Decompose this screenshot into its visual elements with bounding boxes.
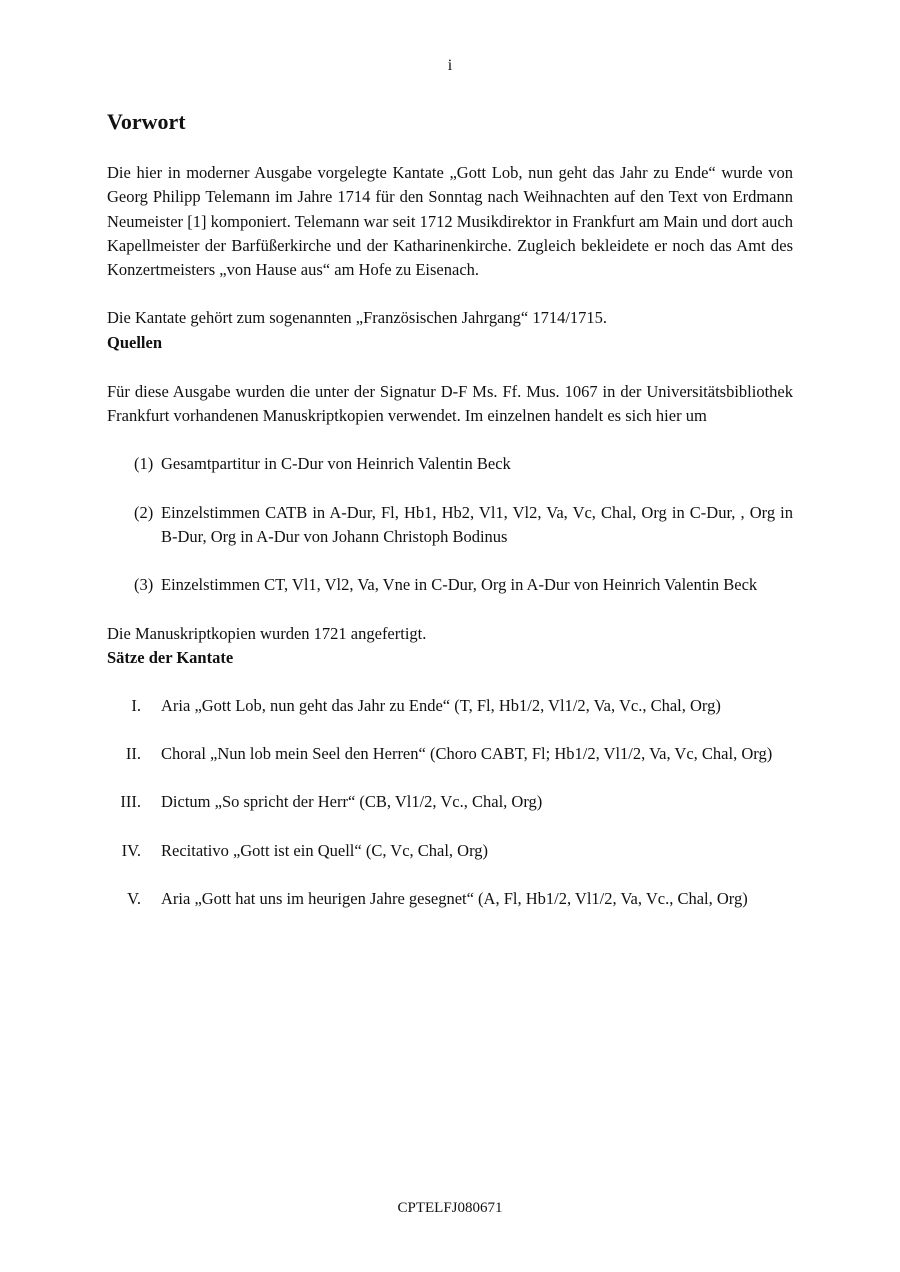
sources-heading: Quellen <box>107 332 163 352</box>
movement-item <box>107 790 793 814</box>
movement-text: Aria „Gott hat uns im heurigen Jahre gesegnet“ (A, Fl, Hb1/2, Vl1/2, Va, Vc., Chal, Org) <box>161 889 748 909</box>
movement-item <box>107 742 793 766</box>
source-item-number: (2) <box>134 502 154 522</box>
movement-item <box>107 694 793 718</box>
movement-number: II. <box>125 744 141 764</box>
movements-heading: Sätze der Kantate <box>107 647 234 667</box>
page-title: Vorwort <box>107 109 186 134</box>
movement-item <box>107 839 793 863</box>
movement-item <box>107 887 793 911</box>
page-number: i <box>447 57 453 74</box>
source-item <box>107 573 793 597</box>
source-item <box>107 452 793 476</box>
movement-number: I. <box>131 695 141 715</box>
document-body <box>107 108 793 911</box>
sources-list <box>107 452 793 597</box>
footer-catalog-code: CPTELFJ080671 <box>397 1200 503 1216</box>
source-item-text: Einzelstimmen CT, Vl1, Vl2, Va, Vne in C-Dur, Org in A-Dur von Heinrich Valentin Beck <box>161 575 758 595</box>
source-item <box>107 501 793 550</box>
jahrgang-paragraph: Die Kantate gehört zum sogenannten „Französischen Jahrgang“ 1714/1715. <box>107 308 608 328</box>
source-item-text: Gesamtpartitur in C-Dur von Heinrich Valentin Beck <box>161 454 511 474</box>
movement-number: III. <box>120 792 141 812</box>
movement-number: V. <box>127 889 141 909</box>
copies-date-paragraph: Die Manuskriptkopien wurden 1721 angefertigt. <box>107 623 427 643</box>
intro-paragraph: Die hier in moderner Ausgabe vorgelegte Kantate „Gott Lob, nun geht das Jahr zu Ende“ wurde von Georg Philipp Telemann im Jahre 1714 für den Sonntag nach Weihnachten auf den Text von Erdmann Neumeister [1] komponiert. Telemann war seit 1712 Musikdirektor in Frankfurt am Main und dort auch Kapellmeister der Barfüßerkirche und der Katharinenkirche. Zugleich bekleidete er noch das Amt des Konzertmeisters „von Hause aus“ am Hofe zu Eisenach. <box>107 163 793 280</box>
movements-list <box>107 694 793 911</box>
source-item-text: Einzelstimmen CATB in A-Dur, Fl, Hb1, Hb2, Vl1, Vl2, Va, Vc, Chal, Org in C-Dur, , Org in B-Dur, Org in A-Dur von Johann Christoph Bodinus <box>161 502 793 546</box>
movement-text: Recitativo „Gott ist ein Quell“ (C, Vc, Chal, Org) <box>161 840 489 860</box>
source-item-number: (3) <box>134 575 154 595</box>
movement-text: Choral „Nun lob mein Seel den Herren“ (Choro CABT, Fl; Hb1/2, Vl1/2, Va, Vc, Chal, Org) <box>161 744 773 764</box>
source-item-number: (1) <box>134 454 154 474</box>
sources-paragraph: Für diese Ausgabe wurden die unter der Signatur D-F Ms. Ff. Mus. 1067 in der Universitätsbibliothek Frankfurt vorhandenen Manuskriptkopien verwendet. Im einzelnen handelt es sich hier um <box>107 381 793 426</box>
movement-text: Dictum „So spricht der Herr“ (CB, Vl1/2, Vc., Chal, Org) <box>161 792 543 812</box>
movement-number: IV. <box>121 840 141 860</box>
movement-text: Aria „Gott Lob, nun geht das Jahr zu Ende“ (T, Fl, Hb1/2, Vl1/2, Va, Vc., Chal, Org) <box>161 695 721 715</box>
